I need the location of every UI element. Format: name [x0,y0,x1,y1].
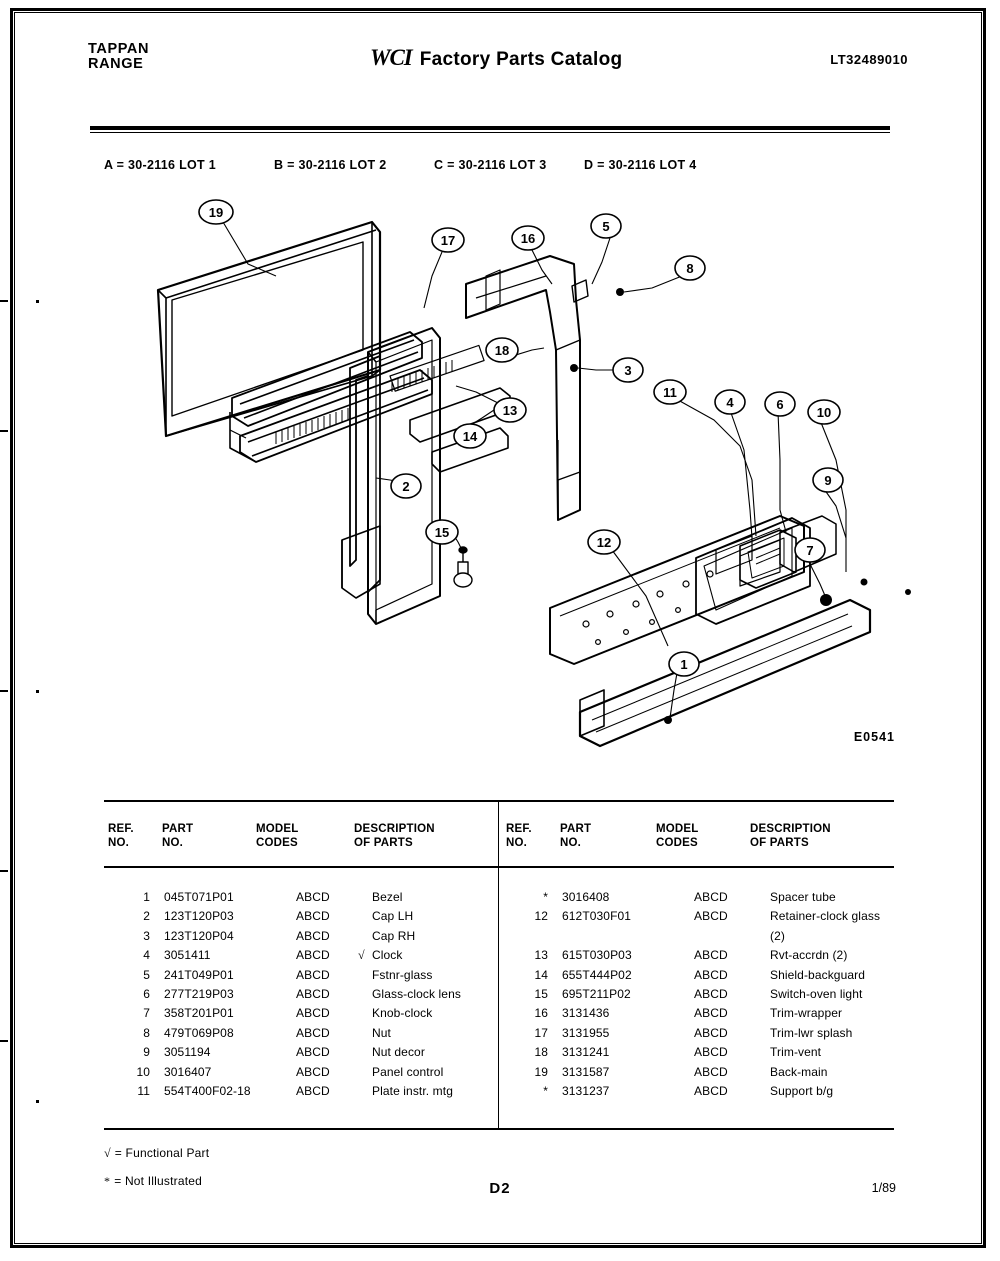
svg-text:12: 12 [596,535,612,550]
cell-ref: 5 [143,967,150,982]
cell-ref: 7 [143,1006,150,1021]
table-row [502,966,894,985]
table-row [104,1043,498,1062]
table-header-rule [104,866,894,868]
cell-model-codes: ABCD [296,986,330,1001]
edge-tick [0,300,8,302]
table-row [104,888,498,907]
cell-part-no: 3131241 [562,1045,610,1060]
cell-description: Trim-vent [770,1045,822,1060]
table-row [502,1004,894,1023]
brand-block [88,42,149,72]
cell-model-codes: ABCD [296,1083,330,1098]
cell-model-codes: ABCD [296,909,330,924]
catalog-title-text: Factory Parts Catalog [419,49,623,70]
cell-model-codes: ABCD [296,967,330,982]
svg-text:9: 9 [824,473,832,488]
not-illustrated-label: = Not Illustrated [114,1174,202,1188]
table-right-body [502,888,894,1101]
edge-tick [0,690,8,692]
table-row [104,1082,498,1101]
cell-model-codes: ABCD [694,1045,728,1060]
cell-part-no: 3051194 [164,1045,211,1060]
header-rule-thin [90,132,890,133]
cell-part-no: 3131436 [562,1006,610,1021]
svg-text:5: 5 [602,219,610,234]
cell-model-codes: ABCD [694,1006,728,1021]
cell-ref: 6 [143,986,150,1001]
table-row [104,946,498,965]
table-header-part-left: PART NO. [162,823,194,849]
cell-ref: 10 [136,1064,150,1079]
cell-part-no: 615T030P03 [562,948,632,963]
svg-text:7: 7 [806,543,814,558]
table-row [104,985,498,1004]
cell-model-codes: ABCD [694,1064,728,1079]
table-row [104,1004,498,1023]
svg-text:6: 6 [776,397,784,412]
table-row [502,907,894,926]
table-header-desc-left: DESCRIPTION OF PARTS [354,823,435,849]
cell-part-no: 3016408 [562,890,610,904]
functional-mark: √ [104,1146,111,1160]
cell-part-no: 3131955 [562,1025,610,1040]
lot-legend [104,158,894,172]
cell-description: Back-main [770,1064,828,1079]
table-row [502,1063,894,1082]
svg-text:13: 13 [502,403,518,418]
svg-text:11: 11 [663,385,677,400]
table-row [502,985,894,1004]
cell-model-codes: ABCD [694,948,728,963]
table-row [502,946,894,965]
cell-description: Nut [372,1025,391,1040]
table-top-rule [104,800,894,802]
table-header-ref-left: REF. NO. [108,823,134,849]
cell-ref: 8 [143,1025,150,1040]
figure-code: E0541 [853,730,895,744]
document-code: LT32489010 [830,52,908,67]
cell-ref: 16 [534,1006,548,1021]
edge-tick [0,430,8,432]
cell-model-codes: ABCD [296,1064,330,1079]
svg-text:8: 8 [686,261,694,276]
page-number: D2 [489,1180,511,1197]
cell-description: Clock [372,948,403,963]
cell-part-no: 123T120P03 [164,909,234,924]
cell-description: Retainer-clock glass [770,909,881,924]
cell-model-codes: ABCD [694,967,728,982]
edge-tick [0,870,8,872]
cell-part-no: 612T030F01 [562,909,632,924]
cell-description: Shield-backguard [770,967,865,982]
cell-description: Switch-oven light [770,986,863,1001]
functional-label: = Functional Part [114,1146,210,1160]
cell-ref: 2 [143,909,150,924]
table-header-desc-right: DESCRIPTION OF PARTS [750,823,831,849]
cell-description: Spacer tube [770,890,836,904]
svg-text:2: 2 [402,479,410,494]
cell-part-no: 554T400F02-18 [164,1083,251,1098]
svg-text:3: 3 [624,363,632,378]
table-column-divider [498,800,499,1128]
brand-name: TAPPAN [88,41,150,57]
cell-part-no: 045T071P01 [164,890,234,904]
cell-model-codes: ABCD [296,1045,330,1060]
cell-model-codes: ABCD [694,986,728,1001]
cell-model-codes: ABCD [296,948,330,963]
table-header-part-right: PART NO. [560,823,592,849]
table-header-model-left: MODEL CODES [256,823,299,849]
table-header-model-right: MODEL CODES [656,823,699,849]
cell-part-no: 3131587 [562,1064,610,1079]
svg-text:17: 17 [440,233,456,248]
cell-model-codes: ABCD [296,1006,330,1021]
cell-description: Cap LH [372,909,414,924]
cell-ref: 18 [534,1045,548,1060]
cell-ref: 17 [534,1025,548,1040]
cell-description: Knob-clock [372,1006,433,1021]
cell-ref: 12 [534,909,548,924]
cell-part-no: 3051411 [164,948,211,963]
cell-ref: 13 [534,948,548,963]
cell-part-no: 277T219P03 [164,986,234,1001]
cell-model-codes: ABCD [694,1025,728,1040]
table-row [104,1024,498,1043]
cell-description: Glass-clock lens [372,986,461,1001]
cell-model-codes: ABCD [296,1025,330,1040]
svg-text:4: 4 [726,395,734,410]
not-illustrated-mark: * [104,1174,111,1188]
table-header-ref-right: REF. NO. [506,823,532,849]
cell-model-codes: ABCD [694,1083,728,1098]
table-row [104,907,498,926]
svg-text:18: 18 [494,343,510,358]
table-row [502,1024,894,1043]
illustration-svg [80,180,920,760]
cell-description: Bezel [372,890,403,904]
cell-part-no: 3131237 [562,1083,610,1098]
svg-text:14: 14 [462,429,478,444]
table-row [502,888,894,907]
cell-ref: 3 [143,928,150,943]
cell-part-no: 3016407 [164,1064,212,1079]
cell-ref: 11 [137,1083,150,1098]
cell-part-no: 655T444P02 [562,967,632,982]
lot-legend-a: A = 30-2116 LOT 1 [104,158,216,172]
table-row [502,927,894,946]
legend-functional-part [104,1146,209,1161]
table-row [502,1082,894,1101]
cell-ref: 15 [534,986,548,1001]
cell-description: Trim-wrapper [770,1006,843,1021]
table-left-body [104,888,498,1101]
cell-part-no: 479T069P08 [164,1025,234,1040]
header-rule [90,126,890,130]
cell-functional-mark: √ [358,948,365,963]
brand-category: RANGE [88,56,144,72]
exploded-parts-illustration [80,180,920,760]
cell-part-no: 241T049P01 [164,967,234,982]
cell-ref: 4 [143,948,150,963]
cell-description: Trim-lwr splash [770,1025,853,1040]
lot-legend-b: B = 30-2116 LOT 2 [274,158,387,172]
edge-tick [36,300,39,303]
cell-model-codes: ABCD [296,890,330,904]
cell-model-codes: ABCD [296,928,330,943]
cell-model-codes: ABCD [694,909,728,924]
svg-text:15: 15 [434,525,450,540]
edge-tick [0,1040,8,1042]
table-row [104,966,498,985]
edge-tick [36,1100,39,1103]
cell-model-codes: ABCD [694,890,728,904]
table-row [502,1043,894,1062]
cell-description: Support b/g [770,1083,834,1098]
lot-legend-d: D = 30-2116 LOT 4 [584,158,697,172]
table-bottom-rule [104,1128,894,1130]
cell-ref: 9 [143,1045,150,1060]
svg-text:19: 19 [208,205,224,220]
cell-description: Cap RH [372,928,416,943]
table-row [104,927,498,946]
cell-description: Nut decor [372,1045,425,1060]
cell-part-no: 358T201P01 [164,1006,234,1021]
cell-part-no: 695T211P02 [562,986,631,1001]
revision-date: 1/89 [871,1181,896,1195]
cell-description: Fstnr-glass [372,967,433,982]
cell-ref: * [543,890,548,904]
cell-description: Plate instr. mtg [372,1083,453,1098]
lot-legend-c: C = 30-2116 LOT 3 [434,158,547,172]
cell-ref: 1 [143,890,150,904]
table-row [104,1063,498,1082]
svg-text:1: 1 [680,657,688,672]
svg-text:16: 16 [520,231,536,246]
svg-text:10: 10 [816,405,832,420]
cell-description: (2) [770,928,785,943]
wci-logo: WCI [370,45,412,70]
cell-ref: * [543,1083,548,1098]
cell-description: Panel control [372,1064,444,1079]
cell-description: Rvt-accrdn (2) [770,948,848,963]
catalog-title [370,45,622,71]
cell-ref: 19 [534,1064,548,1079]
cell-ref: 14 [534,967,548,982]
cell-part-no: 123T120P04 [164,928,234,943]
edge-tick [36,690,39,693]
